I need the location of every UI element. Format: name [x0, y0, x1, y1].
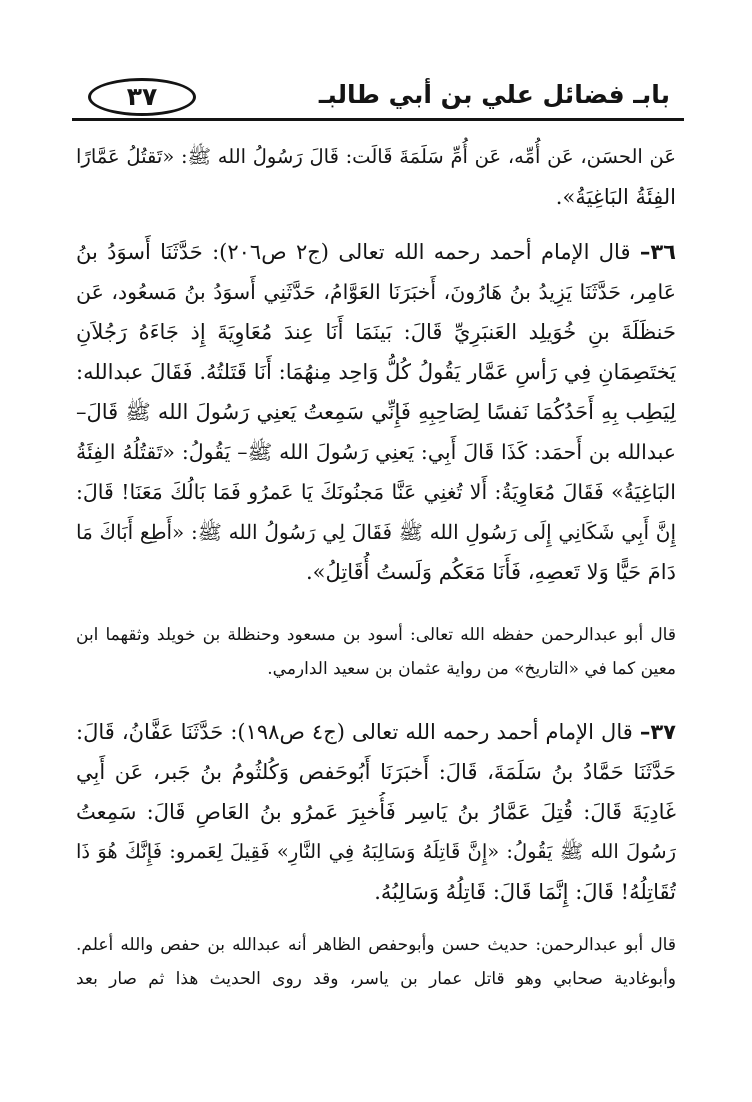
text-line: يَختَصِمَانِ فِي رَأسِ عَمَّار يَقُولُ كُلُّ وَاحِد مِنهُمَا: أَنَا قَتَلتُهُ. فَقَالَ عبدالله: — [76, 360, 676, 384]
header-rule — [72, 118, 684, 121]
hadith-36 — [76, 232, 676, 592]
chapter-title: بابـ فضائل علي بن أبي طالبـ — [318, 80, 670, 109]
text-line: عبدالله بن أَحمَد: كَذَا قَالَ أَبِي: يَعنِي رَسُولَ الله ﷺ– يَقُولُ: «تَقتُلُهُ الفِئَةُ — [76, 440, 676, 464]
text-line: البَاغِيَةُ» فَقَالَ مُعَاوِيَةُ: أَلا تُغنِي عَنَّا مَجنُونَكَ يَا عَمرُو فَمَا بَالُكَ مَعَنَا! قَالَ: — [76, 480, 676, 504]
text-line: الفِئَةُ البَاغِيَةُ». — [555, 185, 676, 209]
note-line: قال أبو عبدالرحمن: حديث حسن وأبوحفص الظاهر أنه عبدالله بن حفص والله أعلم. — [76, 935, 676, 955]
hadith-36-note — [76, 618, 676, 686]
intro-text — [76, 137, 676, 217]
note-line: قال أبو عبدالرحمن حفظه الله تعالى: أسود بن مسعود وحنظلة بن خويلد وثقهما ابن — [76, 625, 676, 645]
text-line: رَسُولَ الله ﷺ يَقُولُ: «إِنَّ قَاتِلَهُ وَسَالِبَهُ فِي النَّارِ» فَقِيلَ لِعَمرو: فَإِنَّكَ هُوَ ذَا — [76, 840, 676, 863]
text-line: عَامِر، حَدَّثَنَا يَزِيدُ بنُ هَارُونَ، أَخبَرَنَا العَوَّامُ، حَدَّثَنِي أَسوَدُ بنُ مَسعُود، عَن — [76, 280, 676, 304]
text-line: ٣٧– قال الإمام أحمد رحمه الله تعالى (ج٤ ص١٩٨): حَدَّثَنَا عَفَّانُ، قَالَ: — [76, 720, 676, 744]
text-line: حَنظَلَةَ بنِ خُوَيلِد العَنبَرِيِّ قَالَ: بَينَمَا أَنَا عِندَ مُعَاوِيَةَ إِذ جَاءَهُ رَجُلاَنِ — [76, 320, 676, 344]
text-line: ٣٦– قال الإمام أحمد رحمه الله تعالى (ج٢ ص٢٠٦): حَدَّثَنَا أَسوَدُ بنُ — [76, 240, 676, 264]
text-line: تُقَاتِلُهُ! قَالَ: إِنَّمَا قَالَ: قَاتِلُهُ وَسَالِبُهُ. — [374, 880, 676, 904]
hadith-number: ٣٧– — [639, 720, 676, 744]
hadith-37 — [76, 712, 676, 912]
page-header — [0, 68, 752, 128]
text-line: غَادِيَةَ قَالَ: قُتِلَ عَمَّارُ بنُ يَاسِر فَأُخبِرَ عَمرُو بنُ العَاصِ قَالَ: سَمِعتُ — [76, 800, 676, 824]
text-line: حَدَّثَنَا حَمَّادُ بنُ سَلَمَةَ، قَالَ: أَخبَرَنَا أَبُوحَفص وَكُلثُومُ بنُ جَبر، عَن أَبِي — [76, 760, 676, 784]
text-line: دَامَ حَيًّا وَلا تَعصِهِ، فَأَنَا مَعَكُم وَلَستُ أُقَاتِلُ». — [305, 560, 676, 584]
page-number: ٣٧ — [126, 82, 158, 111]
text-line: إِنَّ أَبِي شَكَانِي إِلَى رَسُولِ الله ﷺ فَقَالَ لِي رَسُولُ الله ﷺ: «أَطِع أَبَاكَ مَا — [76, 520, 676, 544]
text-line: عَن الحسَن، عَن أُمِّه، عَن أُمِّ سَلَمَةَ قَالَت: قَالَ رَسُولُ الله ﷺ: «تَقتُلُ عَمَّارًا — [76, 145, 676, 168]
hadith-37-note — [76, 928, 676, 996]
hadith-number: ٣٦– — [639, 240, 676, 264]
note-line: وأبوغادية صحابي وهو قاتل عمار بن ياسر، وقد روى الحديث هذا ثم صار بعد — [76, 969, 676, 989]
note-line: معين كما في «التاريخ» من رواية عثمان بن سعيد الدارمي. — [267, 659, 676, 679]
text-line: لِيَطِب بِهِ أَحَدُكُمَا نَفسًا لِصَاحِبِهِ فَإِنِّي سَمِعتُ يَعنِي رَسُولَ الله ﷺ قَالَ– — [76, 400, 676, 424]
page-number-frame — [88, 78, 196, 116]
